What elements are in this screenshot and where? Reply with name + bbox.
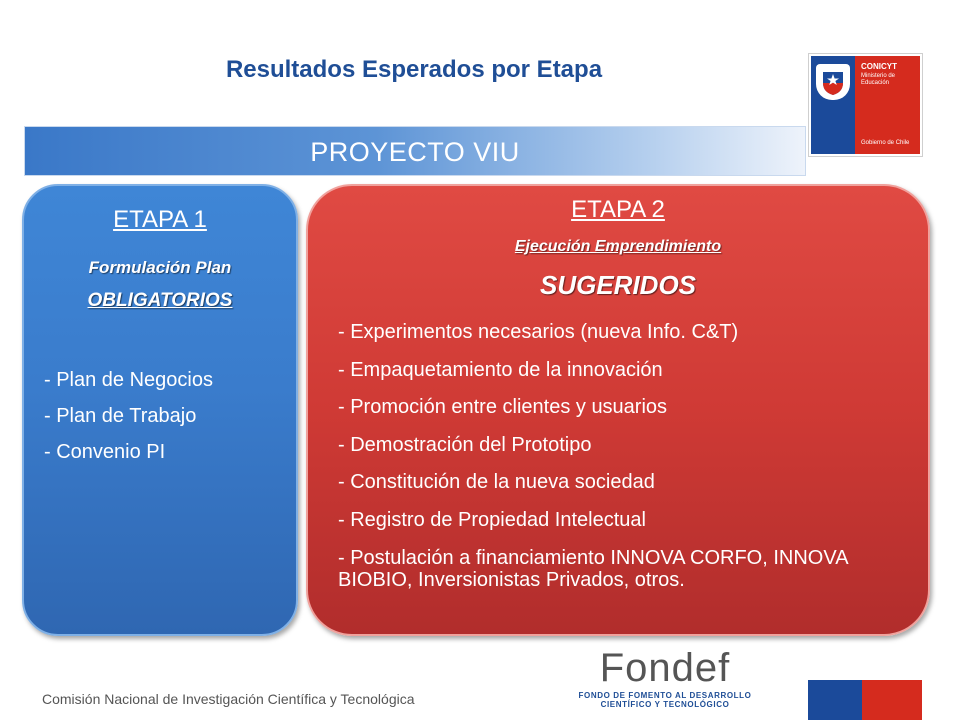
- stage1-subtitle: Formulación Plan: [88, 258, 232, 277]
- flag-stripe-red: [862, 680, 922, 720]
- stage2-panel: [306, 184, 930, 636]
- list-item: - Plan de Trabajo: [44, 405, 197, 427]
- list-item: - Experimentos necesarios (nueva Info. C&T): [338, 321, 739, 343]
- slide-title: Resultados Esperados por Etapa: [225, 56, 603, 83]
- conicyt-logo-government: Gobierno de Chile: [861, 140, 910, 146]
- stage2-subtitle: Ejecución Emprendimiento: [514, 238, 722, 255]
- conicyt-logo-ministry: Ministerio de Educación: [861, 73, 896, 86]
- stage1-heading: ETAPA 1: [113, 206, 207, 233]
- coat-of-arms-icon: [816, 64, 850, 100]
- stage1-category: OBLIGATORIOS: [87, 290, 233, 311]
- list-item: - Demostración del Prototipo: [338, 433, 592, 456]
- stage1-panel: [22, 184, 298, 636]
- fondef-tagline-1: FONDO DE FOMENTO AL DESARROLLO: [578, 691, 752, 700]
- flag-stripe-blue: [808, 680, 862, 720]
- institution-name: Comisión Nacional de Investigación Científica y Tecnológica: [42, 691, 415, 707]
- stage1-list: [44, 362, 213, 470]
- project-banner-label: PROYECTO VIU: [310, 137, 520, 167]
- list-item: - Convenio PI: [44, 441, 166, 463]
- fondef-logo: [570, 648, 760, 714]
- list-item: - Postulación a financiamiento INNOVA CORFO, INNOVA BIOBIO, Inversionistas Privados, otros.: [338, 547, 848, 591]
- list-item: - Plan de Negocios: [44, 369, 213, 391]
- list-item: - Empaquetamiento de la innovación: [338, 358, 663, 381]
- list-item: - Registro de Propiedad Intelectual: [338, 508, 646, 531]
- conicyt-logo-name: CONICYT: [861, 62, 897, 71]
- stage2-category: SUGERIDOS: [539, 270, 697, 300]
- list-item: - Promoción entre clientes y usuarios: [338, 396, 668, 418]
- list-item: - Constitución de la nueva sociedad: [338, 471, 655, 493]
- conicyt-logo: [808, 53, 923, 157]
- fondef-tagline-2: CIENTÍFICO Y TECNOLÓGICO: [600, 700, 730, 709]
- stage2-heading: ETAPA 2: [571, 196, 665, 223]
- fondef-wordmark: Fondef: [599, 646, 731, 690]
- project-banner: [24, 126, 806, 176]
- stage2-list: [338, 314, 908, 591]
